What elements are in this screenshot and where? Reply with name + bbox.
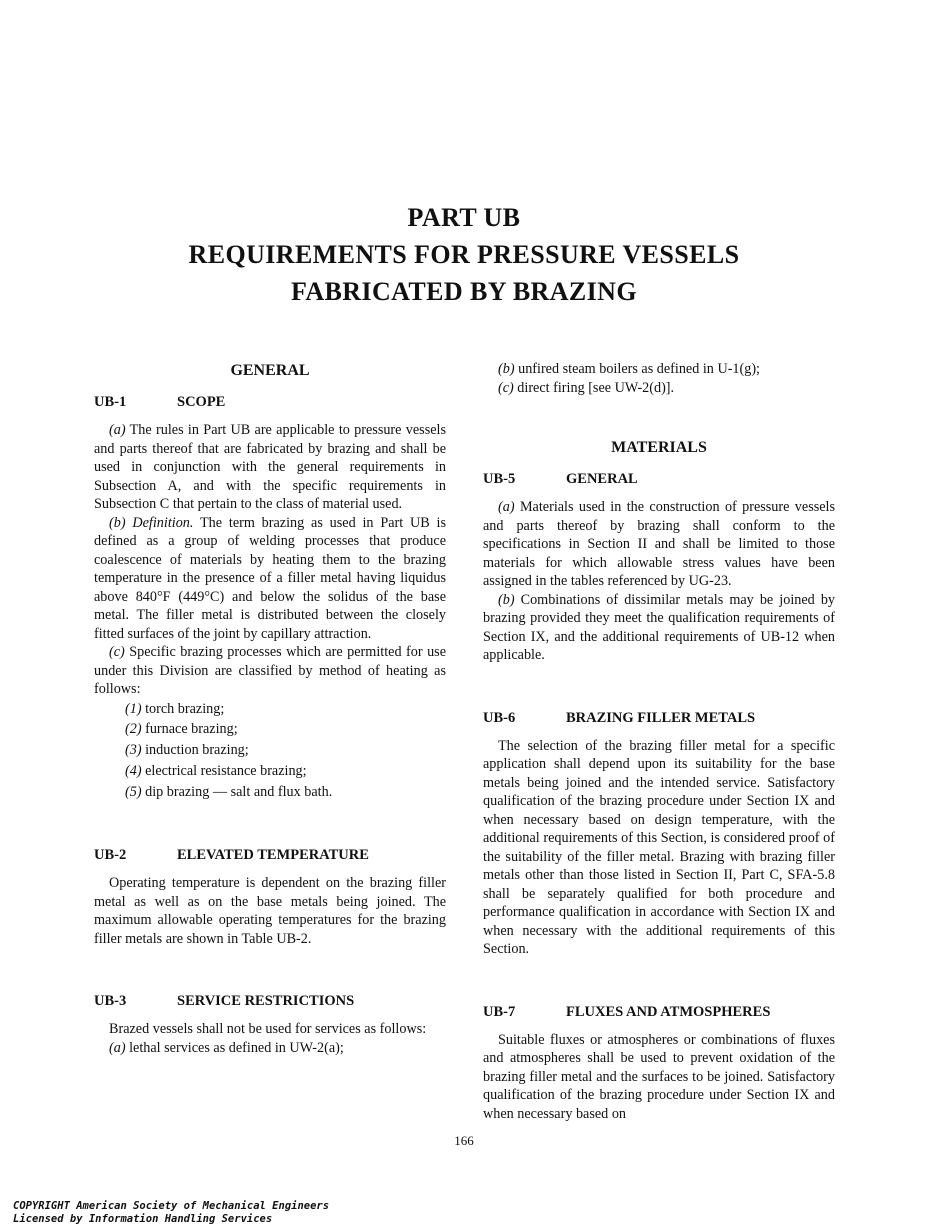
ub5-title: GENERAL (566, 471, 638, 487)
list-item: (2) furnace brazing; (125, 721, 238, 738)
list-item: (5) dip brazing — salt and flux bath. (125, 783, 333, 800)
ub1-para-c: (c) Specific brazing processes which are permitted for use under this Division are classified by method of heating as follows: (94, 644, 446, 697)
copyright-line-2: Licensed by Information Handling Services (13, 1213, 273, 1225)
list-item: (1) torch brazing; (125, 700, 225, 717)
ub1-para-a: (a) The rules in Part UB are applicable to pressure vessels and parts thereof that are fabricated by brazing and shall be used in conjunction with the general requirements in Subsection A, and with the specific requirements in Subsection C that pertain to the class of material used. (94, 422, 446, 512)
ub2-para: Operating temperature is dependent on the brazing filler metal as well as on the base metals being joined. The maximum allowable operating temperatures for the brazing filler metals are shown in Table UB-2. (94, 875, 446, 947)
ub3-number: UB-3 (94, 993, 127, 1010)
ub1-number: UB-1 (94, 394, 127, 410)
section-heading-materials: MATERIALS (611, 439, 707, 456)
list-item: (4) electrical resistance brazing; (125, 762, 307, 779)
ub3-para-c: (c) direct firing [see UW-2(d)]. (498, 379, 675, 396)
ub5-para-b: (b) Combinations of dissimilar metals may be joined by brazing provided they meet the qualification requirements of Section IX, and the additional requirements of UB-12 when applicable. (483, 591, 836, 663)
right-column (483, 360, 835, 1123)
ub3-para: Brazed vessels shall not be used for services as follows: (109, 1021, 427, 1038)
ub7-number: UB-7 (483, 1003, 516, 1020)
ub7-heading (483, 1002, 835, 1022)
ub5-number: UB-5 (483, 471, 516, 487)
ub1-title: SCOPE (177, 394, 226, 410)
title-line-2: REQUIREMENTS FOR PRESSURE VESSELS (188, 240, 740, 269)
page-number: 166 (454, 1133, 474, 1148)
ub2-title: ELEVATED TEMPERATURE (177, 847, 369, 864)
ub2-heading (94, 845, 446, 865)
brazing-method-list (125, 699, 446, 803)
ub7-para: Suitable fluxes or atmospheres or combinations of fluxes and atmospheres shall be used to prevent oxidation of the brazing filler metal and the surfaces to be joined. Satisfactory qualification of the brazing procedure under Section IX and when necessary based on (483, 1031, 835, 1122)
ub3-title: SERVICE RESTRICTIONS (177, 993, 355, 1010)
ub6-heading (483, 708, 835, 728)
section-heading-general: GENERAL (230, 362, 310, 379)
ub6-title: BRAZING FILLER METALS (566, 709, 756, 726)
ub5-heading (483, 469, 835, 489)
list-item: (3) induction brazing; (125, 742, 249, 759)
left-column (94, 360, 446, 1057)
ub1-para-b: (b) Definition. The term brazing as used in Part UB is defined as a group of welding processes that produce coalescence of materials by heating them to the brazing temperature in the presence of a filler metal having liquidus above 840°F (449°C) and below the solidus of the base metal. The filler metal is distributed between the closely fitted surfaces of the joint by capillary attraction. (94, 514, 446, 642)
ub2-number: UB-2 (94, 847, 127, 864)
copyright-notice (13, 1200, 329, 1226)
ub7-title: FLUXES AND ATMOSPHERES (566, 1003, 771, 1020)
title-line-3: FABRICATED BY BRAZING (291, 277, 637, 306)
ub6-number: UB-6 (483, 709, 516, 726)
ub1-heading (94, 392, 446, 412)
ub3-para-a: (a) lethal services as defined in UW-2(a); (109, 1039, 344, 1056)
ub5-para-a: (a) Materials used in the construction of pressure vessels and parts thereof by brazing shall conform to the specifications in Section II and shall be limited to those materials for which allowable stress values have been assigned in the tables referenced by UG-23. (483, 499, 836, 589)
ub6-para: The selection of the brazing filler metal for a specific application shall depend upon its suitability for the base metals being joined and the intended service. Satisfactory qualification of the brazing procedure under Section IX and when necessary based on design temperature, with the additional requirements of this Section, is considered proof of the suitability of the filler metal. Brazing with brazing filler metals other than those listed in Section II, Part C, SFA-5.8 shall be separately qualified for both procedure and performance qualification in accordance with Section IX and when necessary with the additional requirements of this Section. (483, 737, 835, 957)
copyright-line-1: COPYRIGHT American Society of Mechanical Engineers (13, 1200, 330, 1212)
ub3-para-b: (b) unfired steam boilers as defined in U-1(g); (498, 361, 760, 377)
title-part: PART UB (407, 203, 521, 232)
ub3-heading (94, 991, 446, 1011)
